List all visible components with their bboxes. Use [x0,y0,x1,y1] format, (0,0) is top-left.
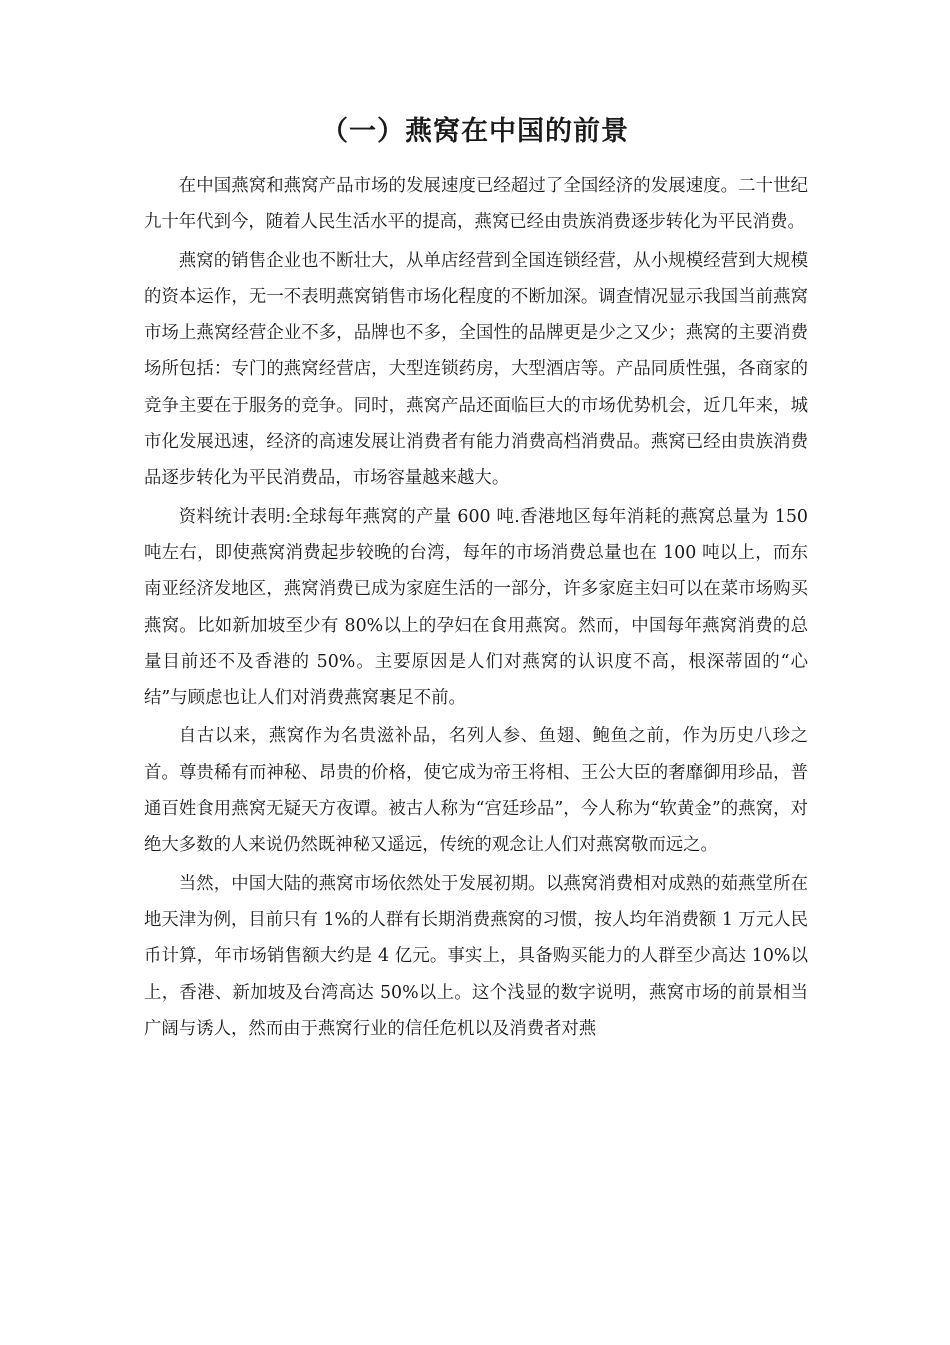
paragraph-history: 自古以来，燕窝作为名贵滋补品，名列人参、鱼翅、鲍鱼之前，作为历史八珍之首。尊贵稀有而神秘、昂贵的价格，使它成为帝王将相、王公大臣的奢靡御用珍品，普通百姓食用燕窝无疑天方夜谭。被古人称为“宫廷珍品”，今人称为“软黄金”的燕窝，对绝大多数的人来说仍然既神秘又遥远，传统的观念让人们对燕窝敬而远之。 [144,726,808,856]
paragraph-intro: 在中国燕窝和燕窝产品市场的发展速度已经超过了全国经济的发展速度。二十世纪九十年代到今，随着人民生活水平的提高，燕窝已经由贵族消费逐步转化为平民消费。 [144,176,808,233]
paragraph-mainland-market: 当然，中国大陆的燕窝市场依然处于发展初期。以燕窝消费相对成熟的茹燕堂所在地天津为例，目前只有 1%的人群有长期消费燕窝的习惯，按人均年消费额 1 万元人民币计算，年市场销售额大约是 4 亿元。事实上，具备购买能力的人群至少高达 10%以上，香港、新加坡及台湾高达 50%以上。这个浅显的数字说明，燕窝市场的前景相当广阔与诱人，然而由于燕窝行业的信任危机以及消费者对燕 [144,873,808,1039]
section-title: （一）燕窝在中国的前景 [321,116,629,147]
paragraph-sales-enterprises: 燕窝的销售企业也不断壮大，从单店经营到全国连锁经营，从小规模经营到大规模的资本运作，无一不表明燕窝销售市场化程度的不断加深。调查情况显示我国当前燕窝市场上燕窝经营企业不多，品牌也不多，全国性的品牌更是少之又少；燕窝的主要消费场所包括：专门的燕窝经营店，大型连锁药房，大型酒店等。产品同质性强，各商家的竞争主要在于服务的竞争。同时，燕窝产品还面临巨大的市场优势机会，近几年来，城市化发展迅速，经济的高速发展让消费者有能力消费高档消费品。燕窝已经由贵族消费品逐步转化为平民消费品，市场容量越来越大。 [144,250,808,489]
paragraph-statistics: 资料统计表明:全球每年燕窝的产量 600 吨.香港地区每年消耗的燕窝总量为 150 吨左右，即使燕窝消费起步较晚的台湾，每年的市场消费总量也在 100 吨以上，而东南亚经济发地区，燕窝消费已成为家庭生活的一部分，许多家庭主妇可以在菜市场购买燕窝。比如新加坡至少有 80%以上的孕妇在食用燕窝。然而，中国每年燕窝消费的总量目前还不及香港的 50%。主要原因是人们对燕窝的认识度不高，根深蒂固的“心结”与顾虑也让人们对消费燕窝裹足不前。 [144,506,808,709]
body-text [144,168,808,1049]
